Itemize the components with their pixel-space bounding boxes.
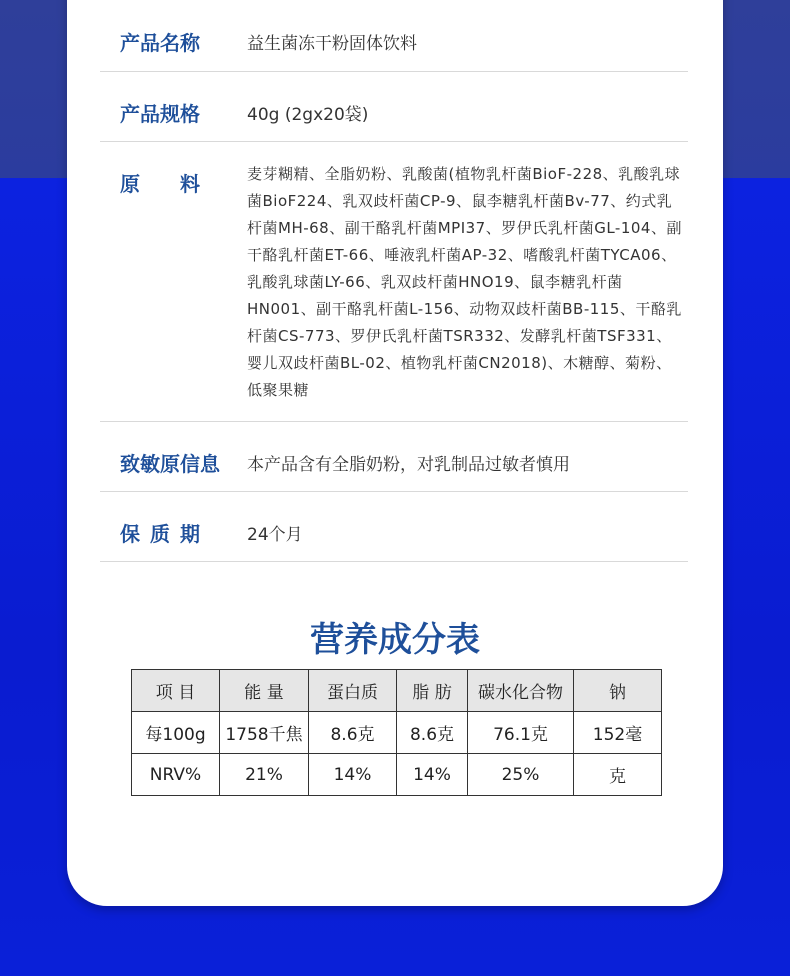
product-spec-label: 产品规格 bbox=[120, 102, 200, 126]
table-cell: 76.1克 bbox=[468, 712, 574, 754]
allergen-row bbox=[100, 421, 688, 492]
product-name-row bbox=[100, 0, 688, 72]
allergen-value: 本产品含有全脂奶粉，对乳制品过敏者慎用 bbox=[247, 455, 570, 475]
table-cell: 1758千焦 bbox=[220, 712, 309, 754]
ingredients-row bbox=[100, 141, 688, 422]
table-cell: 152毫 bbox=[574, 712, 662, 754]
nutrition-header-row bbox=[132, 670, 662, 712]
table-cell: 每100g bbox=[132, 712, 220, 754]
table-cell: 14% bbox=[309, 754, 397, 796]
table-cell: 21% bbox=[220, 754, 309, 796]
product-name-value: 益生菌冻干粉固体饮料 bbox=[247, 34, 417, 54]
table-cell: 克 bbox=[574, 754, 662, 796]
table-cell: 14% bbox=[397, 754, 468, 796]
allergen-label: 致敏原信息 bbox=[120, 452, 220, 476]
product-spec-value: 40g (2gx20袋) bbox=[247, 105, 369, 125]
ingredients-value: 麦芽糊精、全脂奶粉、乳酸菌(植物乳杆菌BioF-228、乳酸乳球菌BioF224、乳双歧杆菌CP-9、鼠李糖乳杆菌Bv-77、约式乳杆菌MH-68、副干酪乳杆菌MPI37、罗伊氏乳杆菌GL-104、副干酪乳杆菌ET-66、唾液乳杆菌AP-32、嗜酸乳杆菌TYCA06、乳酸乳球菌LY-66、乳双歧杆菌HNO19、鼠李糖乳杆菌HN001、副干酪乳杆菌L-156、动物双歧杆菌BB-115、干酪乳杆菌CS-773、罗伊氏乳杆菌TSR332、发酵乳杆菌TSF331、婴儿双歧杆菌BL-02、植物乳杆菌CN2018)、木糖醇、菊粉、低聚果糖 bbox=[247, 165, 682, 399]
table-cell: 8.6克 bbox=[397, 712, 468, 754]
table-row bbox=[132, 712, 662, 754]
table-cell: NRV% bbox=[132, 754, 220, 796]
header-item: 项 目 bbox=[132, 670, 220, 712]
shelf-life-label: 保质期 bbox=[120, 522, 210, 546]
table-cell: 8.6克 bbox=[309, 712, 397, 754]
table-row bbox=[132, 754, 662, 796]
nutrition-table bbox=[131, 669, 662, 796]
header-fat: 脂 肪 bbox=[397, 670, 468, 712]
shelf-life-value: 24个月 bbox=[247, 525, 303, 545]
header-energy: 能 量 bbox=[220, 670, 309, 712]
nutrition-title: 营养成分表 bbox=[310, 620, 480, 660]
table-cell: 25% bbox=[468, 754, 574, 796]
header-sodium: 钠 bbox=[574, 670, 662, 712]
header-protein: 蛋白质 bbox=[309, 670, 397, 712]
shelf-life-row bbox=[100, 491, 688, 562]
header-carbohydrate: 碳水化合物 bbox=[468, 670, 574, 712]
product-name-label: 产品名称 bbox=[120, 31, 200, 55]
ingredients-label: 原 料 bbox=[120, 172, 210, 196]
product-spec-row bbox=[100, 71, 688, 142]
